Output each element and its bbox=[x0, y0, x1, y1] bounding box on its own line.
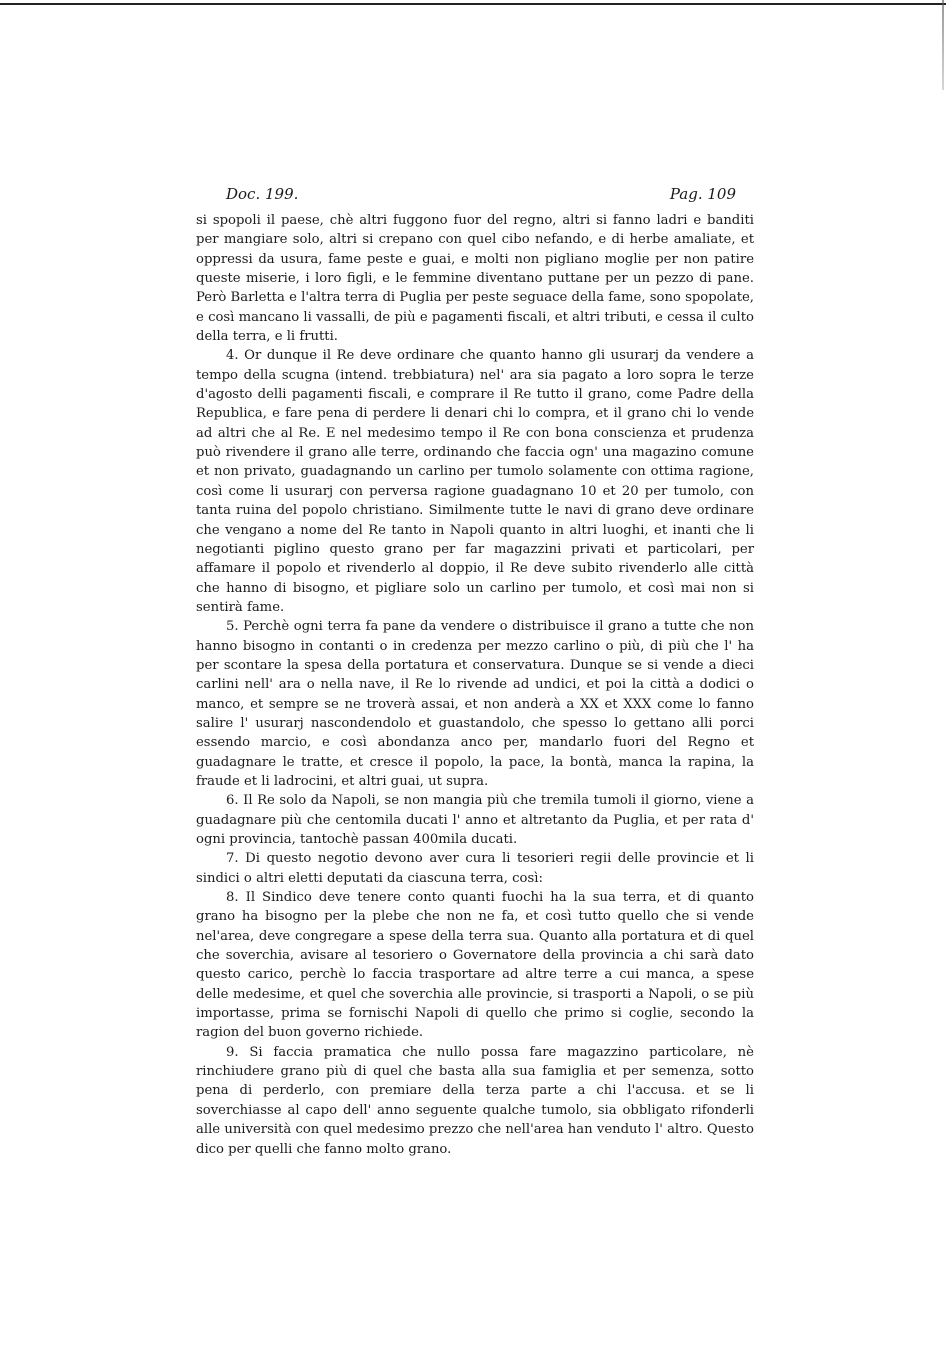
page-reference: Pag. 109 bbox=[669, 185, 736, 203]
paragraph-7: 7. Di questo negotio devono aver cura li tesorieri regii delle provincie et li sindici o altri eletti deputati da ciascuna terra, così: bbox=[196, 851, 754, 886]
paragraph-continuation: si spopoli il paese, chè altri fuggono fuor del regno, altri si fanno ladri e banditi per mangiare solo, altri si crepano con quel cibo nefando, e di herbe amaliate, et oppressi da usura, fame peste e guai, e molti non pigliano moglie per non patire queste miserie, i loro figli, e le femmine diventano puttane per un pezzo di pane. Però Barletta e l'altra terra di Puglia per peste seguace della fame, sono spopolate, e così mancano li vassalli, de più e pagamenti fiscali, et altri tributi, e cessa il culto della terra, e li frutti. bbox=[196, 213, 754, 345]
paragraph-4: 4. Or dunque il Re deve ordinare che quanto hanno gli usurarj da vendere a tempo della scugna (intend. trebbiatura) nel' ara sia pagato a loro sopra le terze d'agosto delli pagamenti fiscali, e comprare il Re tutto il grano, come Padre della Republica, e fare pena di perdere li denari chi lo compra, et il grano chi lo vende ad altri che al Re. E nel medesimo tempo il Re con bona conscienza et prudenza può rivendere il grano alle terre, ordinando che faccia ogn' una magazino comune et non privato, guadagnando un carlino per tumolo solamente con ottima ragione, così come li usurarj con perversa ragione guadagnano 10 et 20 per tumolo, con tanta ruina del popolo christiano. Similmente tutte le navi di grano deve ordinare che vengano a nome del Re tanto in Napoli quanto in altri luoghi, et inanti che li negotianti piglino questo grano per far magazzini privati et particolari, per affamare il popolo et rivenderlo al doppio, il Re deve subito rivenderlo alle città che hanno di bisogno, et pigliare solo un carlino per tumolo, et così mai non si sentirà fame. bbox=[196, 348, 754, 615]
scan-edge-mark bbox=[942, 0, 944, 90]
paragraph-6: 6. Il Re solo da Napoli, se non mangia più che tremila tumoli il giorno, viene a guadagnare più che centomila ducati l' anno et altretanto da Puglia, et per rata d' ogni provincia, tantochè passan 400mila ducati. bbox=[196, 793, 754, 847]
paragraph-8: 8. Il Sindico deve tenere conto quanti fuochi ha la sua terra, et di quanto grano ha bisogno per la plebe che non ne fa, et così tutto quello che si vende nel'area, deve congregare a spese della terra sua. Quanto alla portatura et di quel che soverchia, avisare al tesoriero o Governatore della provincia a chi sarà dato questo carico, perchè lo faccia trasportare ad altre terre a cui manca, a spese delle medesime, et quel che soverchia alle provincie, si trasporti a Napoli, o se più importasse, prima se fornischi Napoli di quello che primo si coglie, secondo la ragion del buon governo richiede. bbox=[196, 890, 754, 1041]
running-header bbox=[226, 185, 736, 207]
paragraph-5: 5. Perchè ogni terra fa pane da vendere o distribuisce il grano a tutte che non hanno bisogno in contanti o in credenza per mezzo carlino o più, di più che l' ha per scontare la spesa della portatura et conservatura. Dunque se si vende a dieci carlini nell' ara o nella nave, il Re lo rivende ad undici, et poi la città a dodici o manco, et sempre se ne troverà assai, et non anderà a XX et XXX come lo fanno salire l' usurarj nascondendolo et guastandolo, che spesso lo gettano alli porci essendo marcio, e così abondanza anco per, mandarlo fuori del Regno et guadagnare le tratte, et cresce il popolo, la pace, la bontà, manca la rapina, la fraude et li ladrocini, et altri guai, ut supra. bbox=[196, 619, 754, 789]
top-rule bbox=[0, 3, 946, 5]
paragraph-9: 9. Si faccia pramatica che nullo possa fare magazzino particolare, nè rinchiudere grano più di quel che basta alla sua famiglia et per semenza, sotto pena di perderlo, con premiare della terza parte a chi l'accusa. et se li soverchiasse al capo dell' anno seguente qualche tumolo, sia obbligato rifonderli alle università con quel medesimo prezzo che nell'area han venduto l' altro. Questo dico per quelli che fanno molto grano. bbox=[196, 1044, 754, 1157]
body-text bbox=[196, 211, 754, 1159]
document-reference: Doc. 199. bbox=[226, 185, 299, 203]
